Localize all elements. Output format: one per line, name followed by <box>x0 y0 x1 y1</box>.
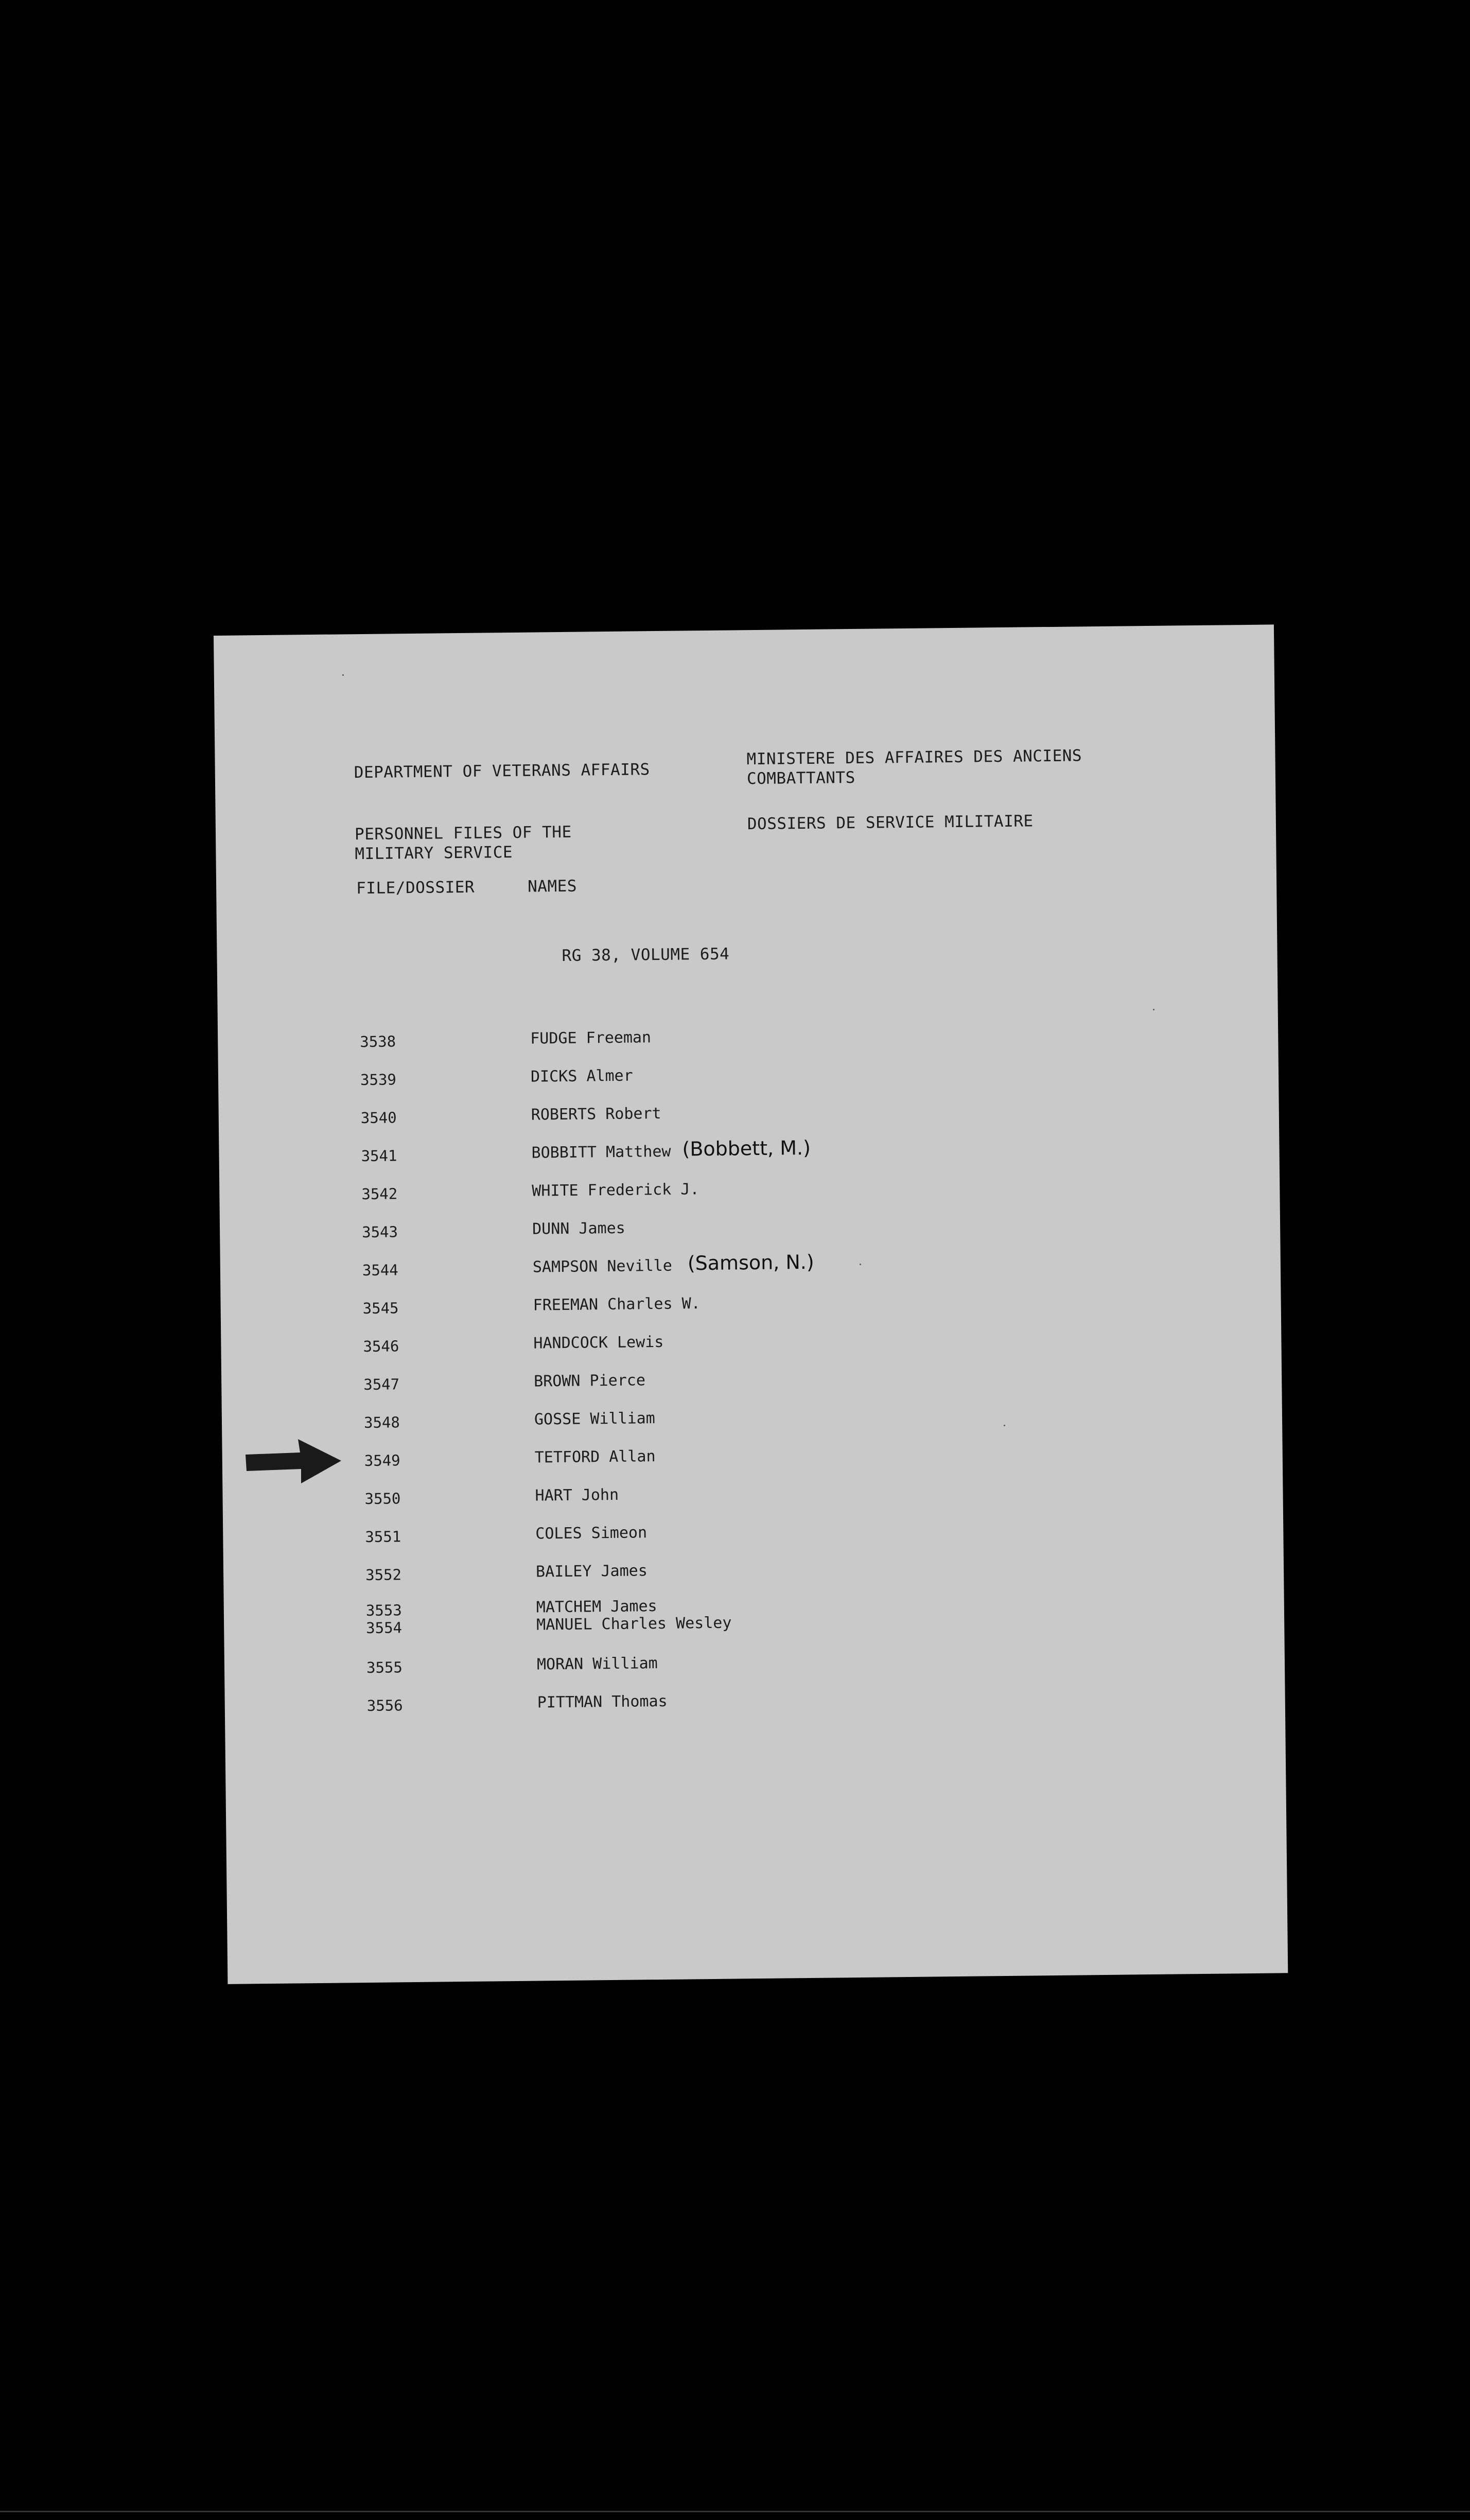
file-name: BROWN Pierce <box>534 1371 646 1391</box>
file-number: 3545 <box>362 1299 399 1318</box>
file-name: COLES Simeon <box>535 1524 647 1543</box>
file-number: 3542 <box>361 1185 398 1203</box>
file-name: BAILEY James <box>535 1562 648 1581</box>
department-title-fr-line1: MINISTERE DES AFFAIRES DES ANCIENS <box>746 746 1082 769</box>
file-number: 3553 <box>365 1601 402 1620</box>
column-header-names: NAMES <box>527 877 577 896</box>
file-number: 3538 <box>360 1032 396 1051</box>
file-name: MATCHEM James <box>536 1597 657 1617</box>
file-name: DUNN James <box>532 1219 625 1238</box>
file-number: 3549 <box>364 1451 400 1470</box>
file-name: HART John <box>535 1485 619 1505</box>
file-name: WHITE Frederick J. <box>532 1180 699 1200</box>
file-number: 3552 <box>365 1566 402 1584</box>
series-title-en-line2: MILITARY SERVICE <box>355 843 513 864</box>
series-title-en-line1: PERSONNEL FILES OF THE <box>354 822 572 844</box>
file-name: GOSSE William <box>534 1409 655 1429</box>
file-name: HANDCOCK Lewis <box>533 1333 664 1353</box>
file-name: MANUEL Charles Wesley <box>536 1614 732 1634</box>
file-number: 3540 <box>360 1109 397 1127</box>
file-name: BOBBITT Matthew <box>531 1142 671 1162</box>
file-number: 3550 <box>364 1490 401 1508</box>
file-name: SAMPSON Neville <box>532 1256 672 1276</box>
handwritten-alias: (Samson, N.) <box>687 1250 814 1275</box>
column-header-file: FILE/DOSSIER <box>356 878 475 898</box>
file-number: 3539 <box>360 1071 397 1089</box>
scan-speck <box>860 1264 861 1265</box>
volume-reference: RG 38, VOLUME 654 <box>562 944 730 965</box>
file-name: PITTMAN Thomas <box>537 1692 668 1712</box>
scan-edge-line <box>0 2511 1470 2512</box>
file-number: 3556 <box>366 1696 403 1714</box>
file-name: TETFORD Allan <box>534 1447 656 1467</box>
file-number: 3551 <box>365 1528 401 1546</box>
handwritten-alias: (Bobbett, M.) <box>682 1136 811 1161</box>
scan-speck <box>342 674 344 676</box>
scan-speck <box>1004 1425 1005 1426</box>
series-title-fr: DOSSIERS DE SERVICE MILITAIRE <box>747 812 1034 834</box>
department-title-fr-line2: COMBATTANTS <box>746 768 855 789</box>
arrow-right-icon <box>244 1438 342 1484</box>
file-number: 3543 <box>361 1223 398 1241</box>
document-page <box>214 624 1288 1984</box>
file-name: ROBERTS Robert <box>531 1104 661 1124</box>
file-name: FREEMAN Charles W. <box>533 1294 701 1315</box>
scan-speck <box>1153 1009 1154 1010</box>
file-number: 3546 <box>363 1337 399 1356</box>
file-number: 3554 <box>366 1619 402 1637</box>
file-number: 3544 <box>362 1261 398 1280</box>
file-number: 3555 <box>366 1658 403 1676</box>
file-name: MORAN William <box>536 1654 658 1674</box>
file-number: 3541 <box>361 1147 397 1165</box>
file-name: FUDGE Freeman <box>530 1028 652 1048</box>
department-title-en: DEPARTMENT OF VETERANS AFFAIRS <box>354 760 650 782</box>
file-number: 3547 <box>363 1375 400 1394</box>
file-name: DICKS Almer <box>530 1066 633 1086</box>
file-number: 3548 <box>363 1413 400 1432</box>
